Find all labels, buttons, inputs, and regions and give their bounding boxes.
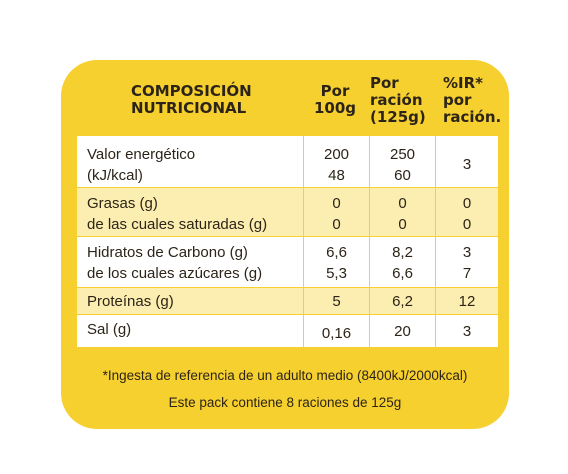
value-line: 0 <box>462 216 472 233</box>
table-row <box>77 237 499 288</box>
row-label-fats <box>77 188 304 237</box>
header-per-100g-line1: Por <box>320 82 350 100</box>
value-line: 6,2 <box>392 293 413 310</box>
value-line: 7 <box>462 265 472 282</box>
value-line: 60 <box>394 167 411 184</box>
value-per-100g <box>304 188 370 237</box>
value-line: 0 <box>398 195 407 212</box>
value-ir <box>436 315 499 348</box>
footnote-reference-intake: *Ingesta de referencia de un adulto medio (8400kJ/2000kcal) <box>102 368 468 383</box>
header-per-serving <box>370 75 426 126</box>
value-ir <box>436 237 499 288</box>
value-line: 0 <box>332 195 341 212</box>
header-per-serving-line3: (125g) <box>370 108 426 126</box>
value-line: 3 <box>462 244 472 261</box>
value-per-100g <box>304 288 370 315</box>
header-ir-line2: por <box>443 91 472 109</box>
table-row <box>77 288 499 315</box>
header-per-serving-line2: ración <box>370 91 423 109</box>
value-line: 3 <box>462 156 472 173</box>
header-composition <box>131 83 252 117</box>
footnote-pack-servings: Este pack contiene 8 raciones de 125g <box>168 395 402 410</box>
value-line: 0,16 <box>321 325 352 342</box>
value-line: 0 <box>462 195 472 212</box>
table-row <box>77 315 499 348</box>
value-per-serving <box>370 315 436 348</box>
value-per-100g <box>304 237 370 288</box>
value-line: 5,3 <box>326 265 347 282</box>
value-line: 48 <box>328 167 345 184</box>
value-line: 250 <box>389 146 416 163</box>
label-line: Valor energético <box>87 146 196 163</box>
value-ir <box>436 288 499 315</box>
label-line: Sal (g) <box>87 321 132 338</box>
value-per-100g <box>304 315 370 348</box>
value-per-serving <box>370 237 436 288</box>
value-line: 8,2 <box>392 244 413 261</box>
value-per-serving <box>370 136 436 188</box>
label-line: Grasas (g) <box>87 195 158 212</box>
header-composition-line1: COMPOSICIÓN <box>131 82 252 100</box>
value-line: 12 <box>458 293 476 310</box>
header-per-100g-line2: 100g <box>313 99 357 117</box>
header-per-100g <box>304 83 366 117</box>
row-label-energy <box>77 136 304 188</box>
row-label-salt <box>77 315 304 348</box>
value-line: 3 <box>462 323 472 340</box>
label-line: (kJ/kcal) <box>87 167 143 184</box>
value-ir <box>436 188 499 237</box>
value-line: 20 <box>394 323 411 340</box>
value-line: 200 <box>323 146 350 163</box>
row-label-proteins <box>77 288 304 315</box>
label-line: de las cuales saturadas (g) <box>87 216 268 233</box>
header-ir-line1: %IR* <box>443 74 484 92</box>
table-row <box>77 136 499 188</box>
value-line: 6,6 <box>326 244 347 261</box>
header-ir <box>443 75 501 126</box>
value-line: 0 <box>398 216 407 233</box>
value-line: 0 <box>332 216 341 233</box>
nutrition-table <box>76 135 499 348</box>
value-line: 5 <box>332 293 341 310</box>
row-label-carbs <box>77 237 304 288</box>
header-per-serving-line1: Por <box>370 74 399 92</box>
value-per-serving <box>370 188 436 237</box>
value-line: 6,6 <box>392 265 413 282</box>
label-line: Proteínas (g) <box>87 293 174 310</box>
table-row <box>77 188 499 237</box>
value-ir <box>436 136 499 188</box>
label-line: Hidratos de Carbono (g) <box>87 244 248 261</box>
label-line: de los cuales azúcares (g) <box>87 265 263 282</box>
value-per-100g <box>304 136 370 188</box>
header-ir-line3: ración. <box>443 108 502 126</box>
value-per-serving <box>370 288 436 315</box>
header-composition-line2: NUTRICIONAL <box>131 99 247 117</box>
